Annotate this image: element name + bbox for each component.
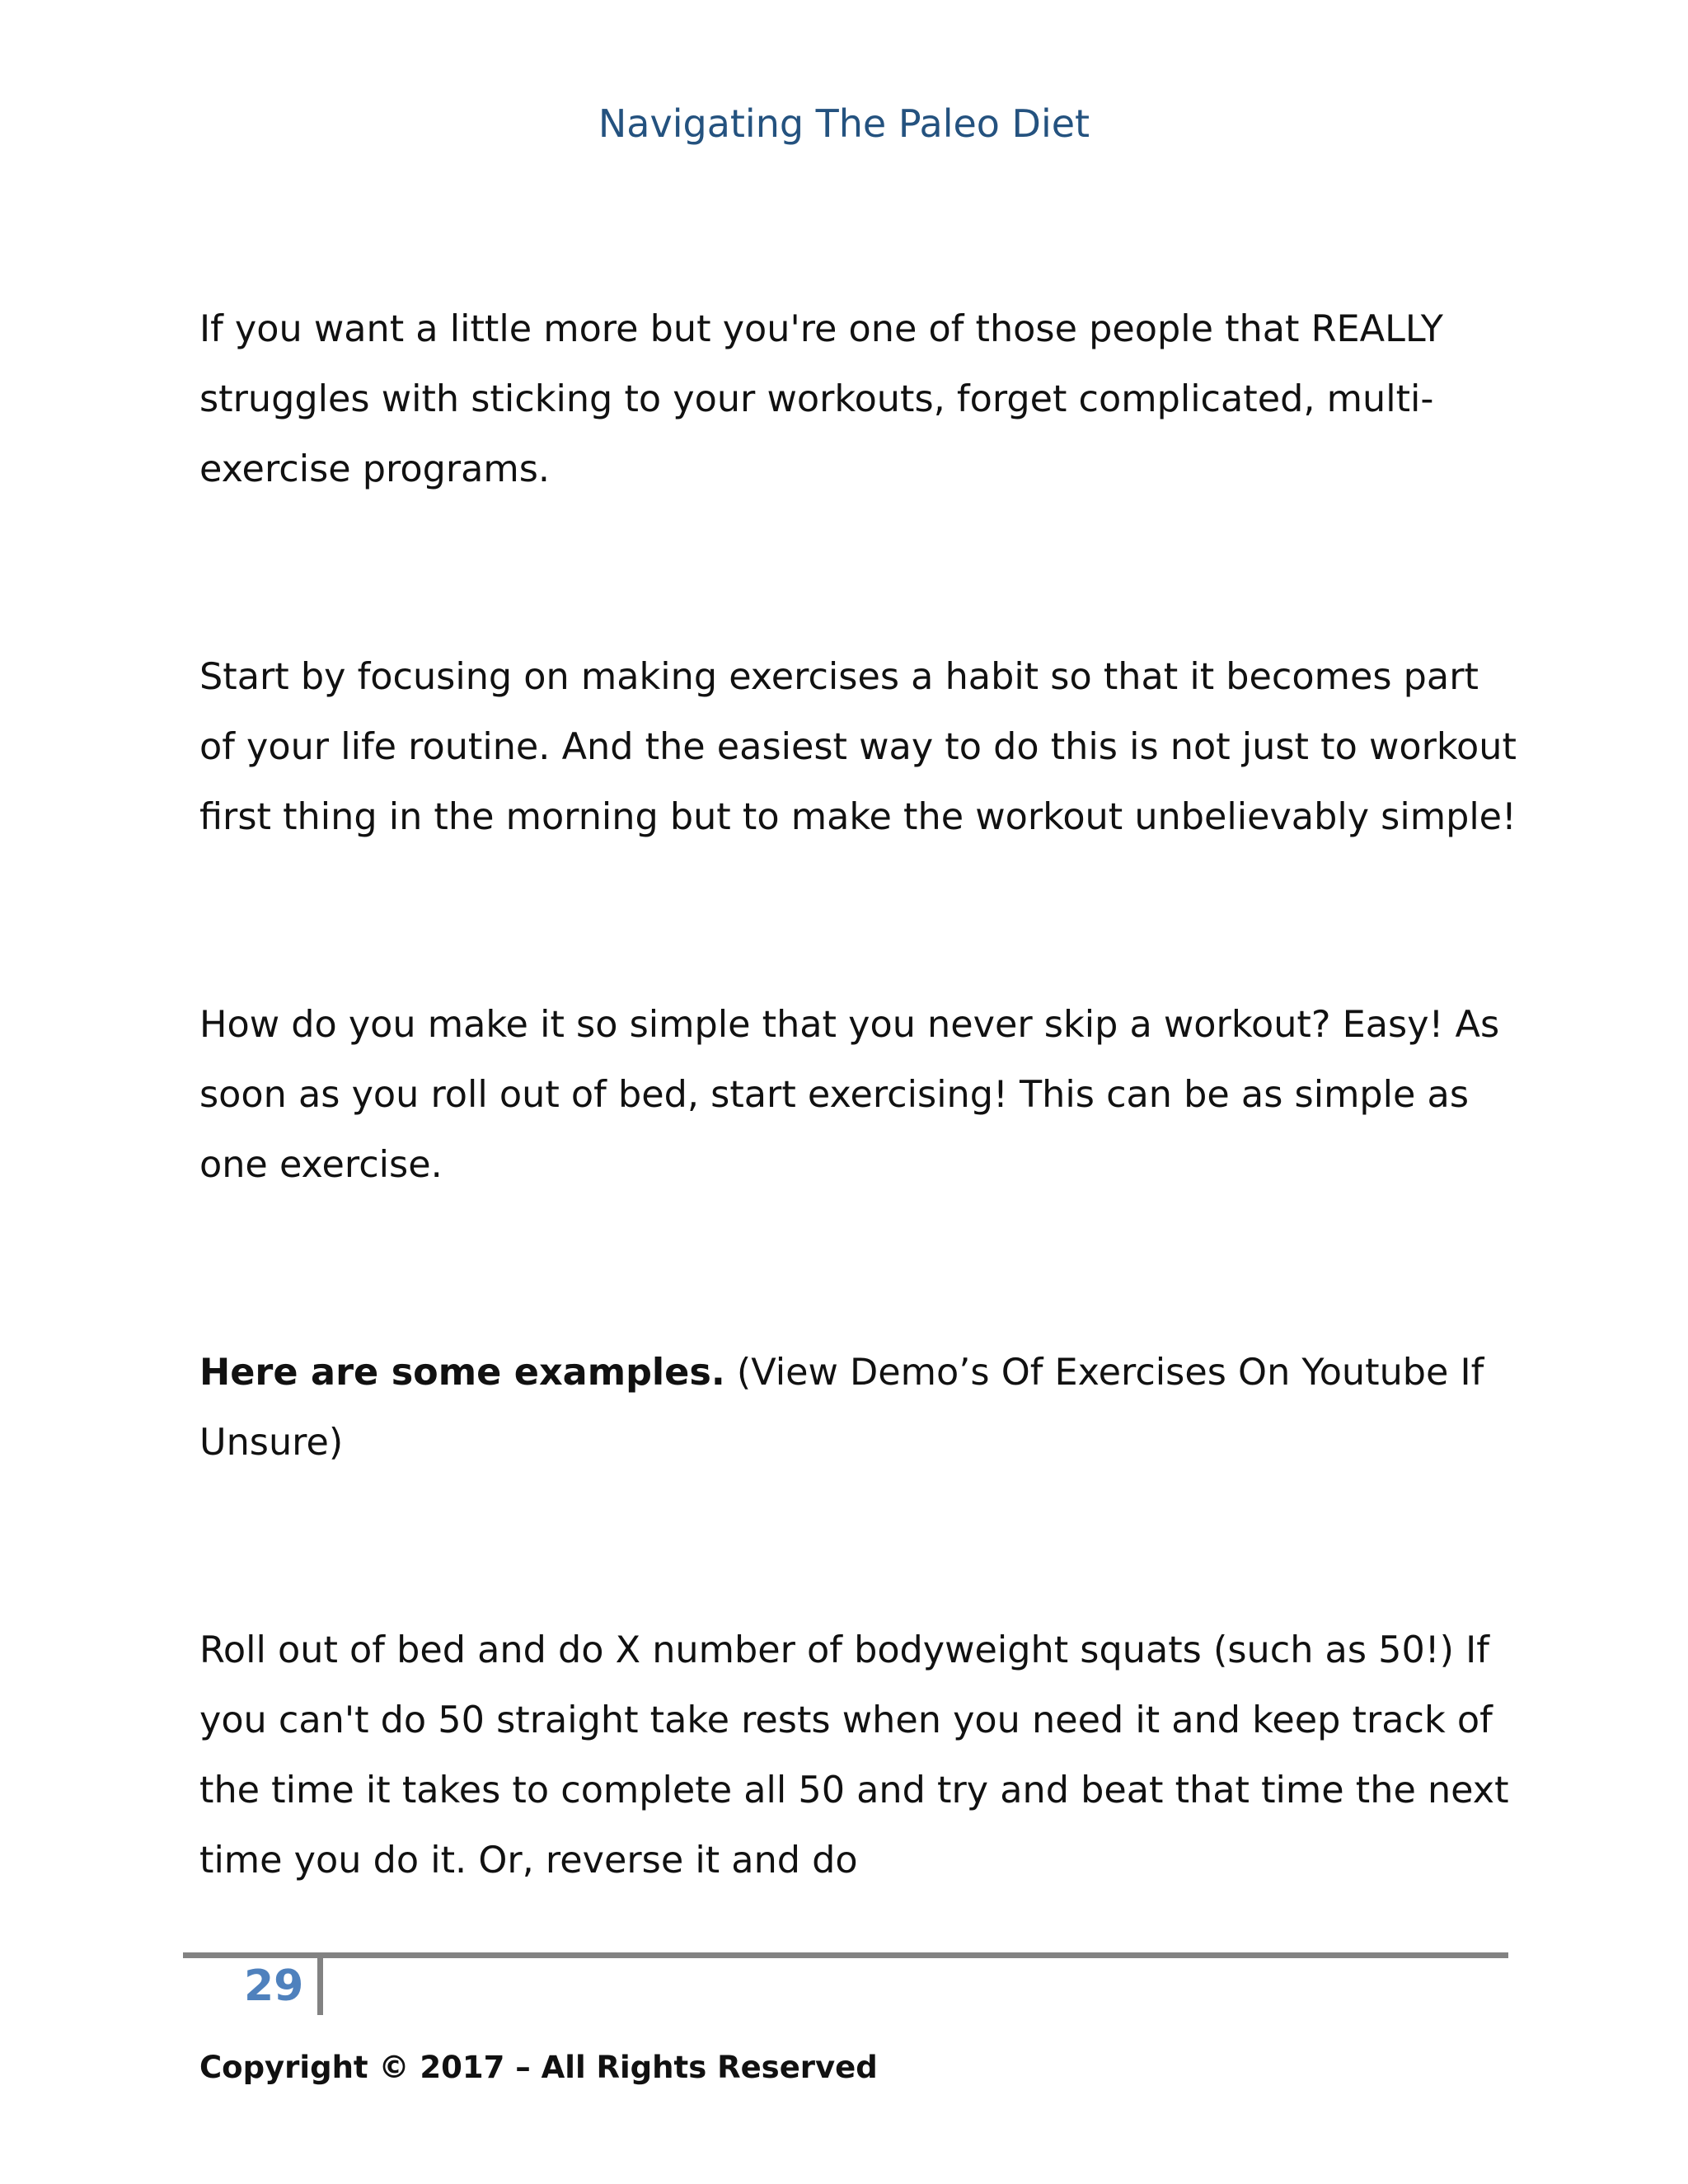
page-number: 29 (244, 1961, 304, 2011)
running-header-title: Navigating The Paleo Diet (598, 101, 1090, 146)
paragraph-squats-example: Roll out of bed and do X number of bodyweight squats (such as 50!) If you can't do 50 straight take rests when you need it and keep track of the time it takes to complete all 50 and try and beat that time the next time you do it. Or, reverse it and do (199, 1629, 1509, 1882)
paragraph-examples (199, 1338, 1518, 1478)
examples-lead-text: Here are some examples. (199, 1352, 725, 1394)
page-number-divider (317, 1958, 323, 2015)
examples-note-text: (View Demo’s Of Exercises On Youtube If Unsure) (199, 1352, 1484, 1464)
paragraph-never-skip: How do you make it so simple that you never skip a workout? Easy! As soon as you roll out of bed, start exercising! This can be as simple as one exercise. (199, 1004, 1500, 1186)
paragraph-exercise-habit: Start by focusing on making exercises a habit so that it becomes part of your life routine. And the easiest way to do this is not just to workout first thing in the morning but to make the workout unbelievably simple! (199, 656, 1517, 838)
copyright-notice: Copyright © 2017 – All Rights Reserved (199, 2050, 878, 2085)
footer-rule (183, 1952, 1508, 1958)
paragraph-workout-struggles: If you want a little more but you're one of those people that REALLY struggles with sticking to your workouts, forget complicated, multi-exercise programs. (199, 308, 1443, 490)
page-body (199, 294, 1518, 1896)
